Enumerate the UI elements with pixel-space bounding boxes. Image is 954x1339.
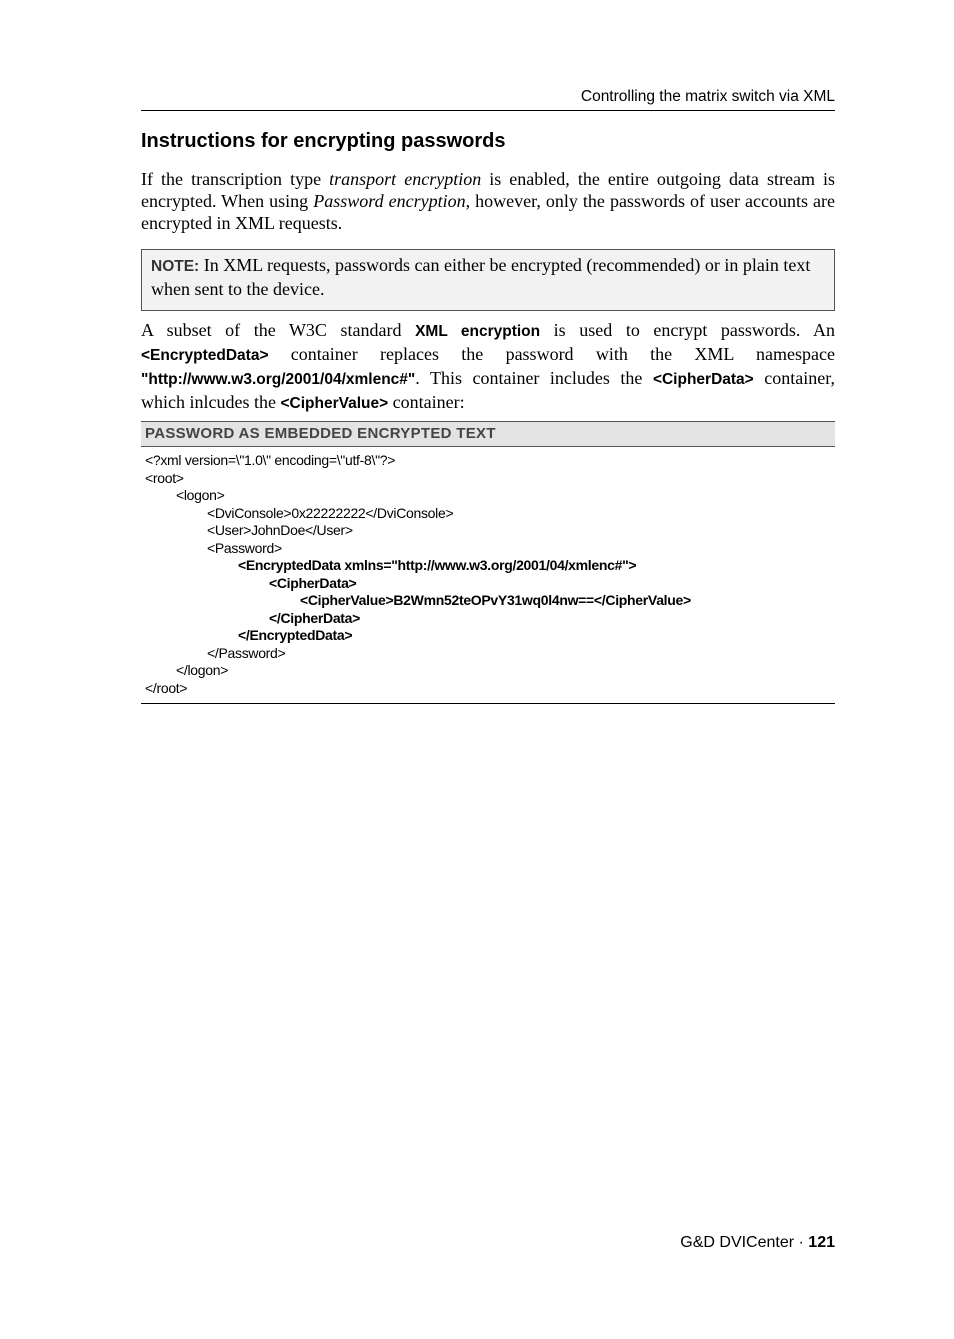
enc-term-encrypteddata: <EncryptedData> xyxy=(141,347,269,364)
code-example-title: PASSWORD AS EMBEDDED ENCRYPTED TEXT xyxy=(141,422,835,447)
intro-paragraph xyxy=(141,168,835,234)
enc-text-1: A subset of the W3C standard xyxy=(141,320,416,340)
code-line: <CipherData> xyxy=(269,574,357,591)
code-line: </root> xyxy=(145,679,188,696)
intro-emphasis-password: Password encryption xyxy=(313,191,466,211)
enc-text-4: . This container includes the xyxy=(415,368,653,388)
code-line: <root> xyxy=(145,469,184,486)
code-line: <Password> xyxy=(207,539,282,556)
code-line: <?xml version=\"1.0\" encoding=\"utf-8\"?> xyxy=(145,452,396,468)
code-example-body xyxy=(141,447,835,703)
running-title: Controlling the matrix switch via XML xyxy=(580,88,835,105)
intro-text-2: is enabled, the entire outgoing data stream is encrypted. When using xyxy=(141,169,836,211)
enc-text-5: container, which inlcudes the xyxy=(141,368,835,412)
code-line: <DviConsole>0x22222222</DviConsole> xyxy=(207,504,454,521)
code-line: <CipherValue>B2Wmn52teOPvY31wq0l4nw==</CipherValue> xyxy=(300,592,691,608)
enc-text-2: is used to encrypt passwords. An xyxy=(540,320,835,340)
code-line: </Password> xyxy=(207,644,286,661)
code-line: <logon> xyxy=(176,487,225,503)
running-header xyxy=(141,88,835,111)
note-label: NOTE: xyxy=(151,258,200,275)
code-line: </CipherData> xyxy=(269,609,361,626)
intro-emphasis-transport: transport encryption xyxy=(329,169,482,189)
code-line: <User>JohnDoe</User> xyxy=(207,522,353,538)
code-line: </logon> xyxy=(176,662,229,678)
enc-text-6: container: xyxy=(388,392,465,412)
note-text: In XML requests, passwords can either be encrypted (recommended) or in plain text when sent to the device. xyxy=(151,255,811,299)
code-line: </EncryptedData> xyxy=(238,627,353,643)
footer-product: G&D DVICenter · xyxy=(680,1234,809,1251)
encryption-paragraph xyxy=(141,319,835,415)
enc-term-namespace: "http://www.w3.org/2001/04/xmlenc#" xyxy=(141,371,416,388)
enc-text-3: container replaces the password with the XML namespace xyxy=(268,344,835,364)
code-line: <EncryptedData xmlns="http://www.w3.org/2001/04/xmlenc#"> xyxy=(238,557,637,573)
note-box xyxy=(141,249,835,311)
page-number: 121 xyxy=(808,1234,835,1251)
enc-term-xml-encryption: XML encryption xyxy=(415,323,541,340)
code-example-box xyxy=(141,421,835,704)
enc-term-cipherdata: <CipherData> xyxy=(652,371,754,388)
intro-text-1: If the transcription type xyxy=(141,169,330,189)
intro-text-3: , however, only the passwords of user accounts are encrypted in XML requests. xyxy=(141,191,835,233)
page-footer xyxy=(141,1234,835,1252)
enc-term-ciphervalue: <CipherValue> xyxy=(280,395,389,412)
section-title: Instructions for encrypting passwords xyxy=(141,130,506,152)
